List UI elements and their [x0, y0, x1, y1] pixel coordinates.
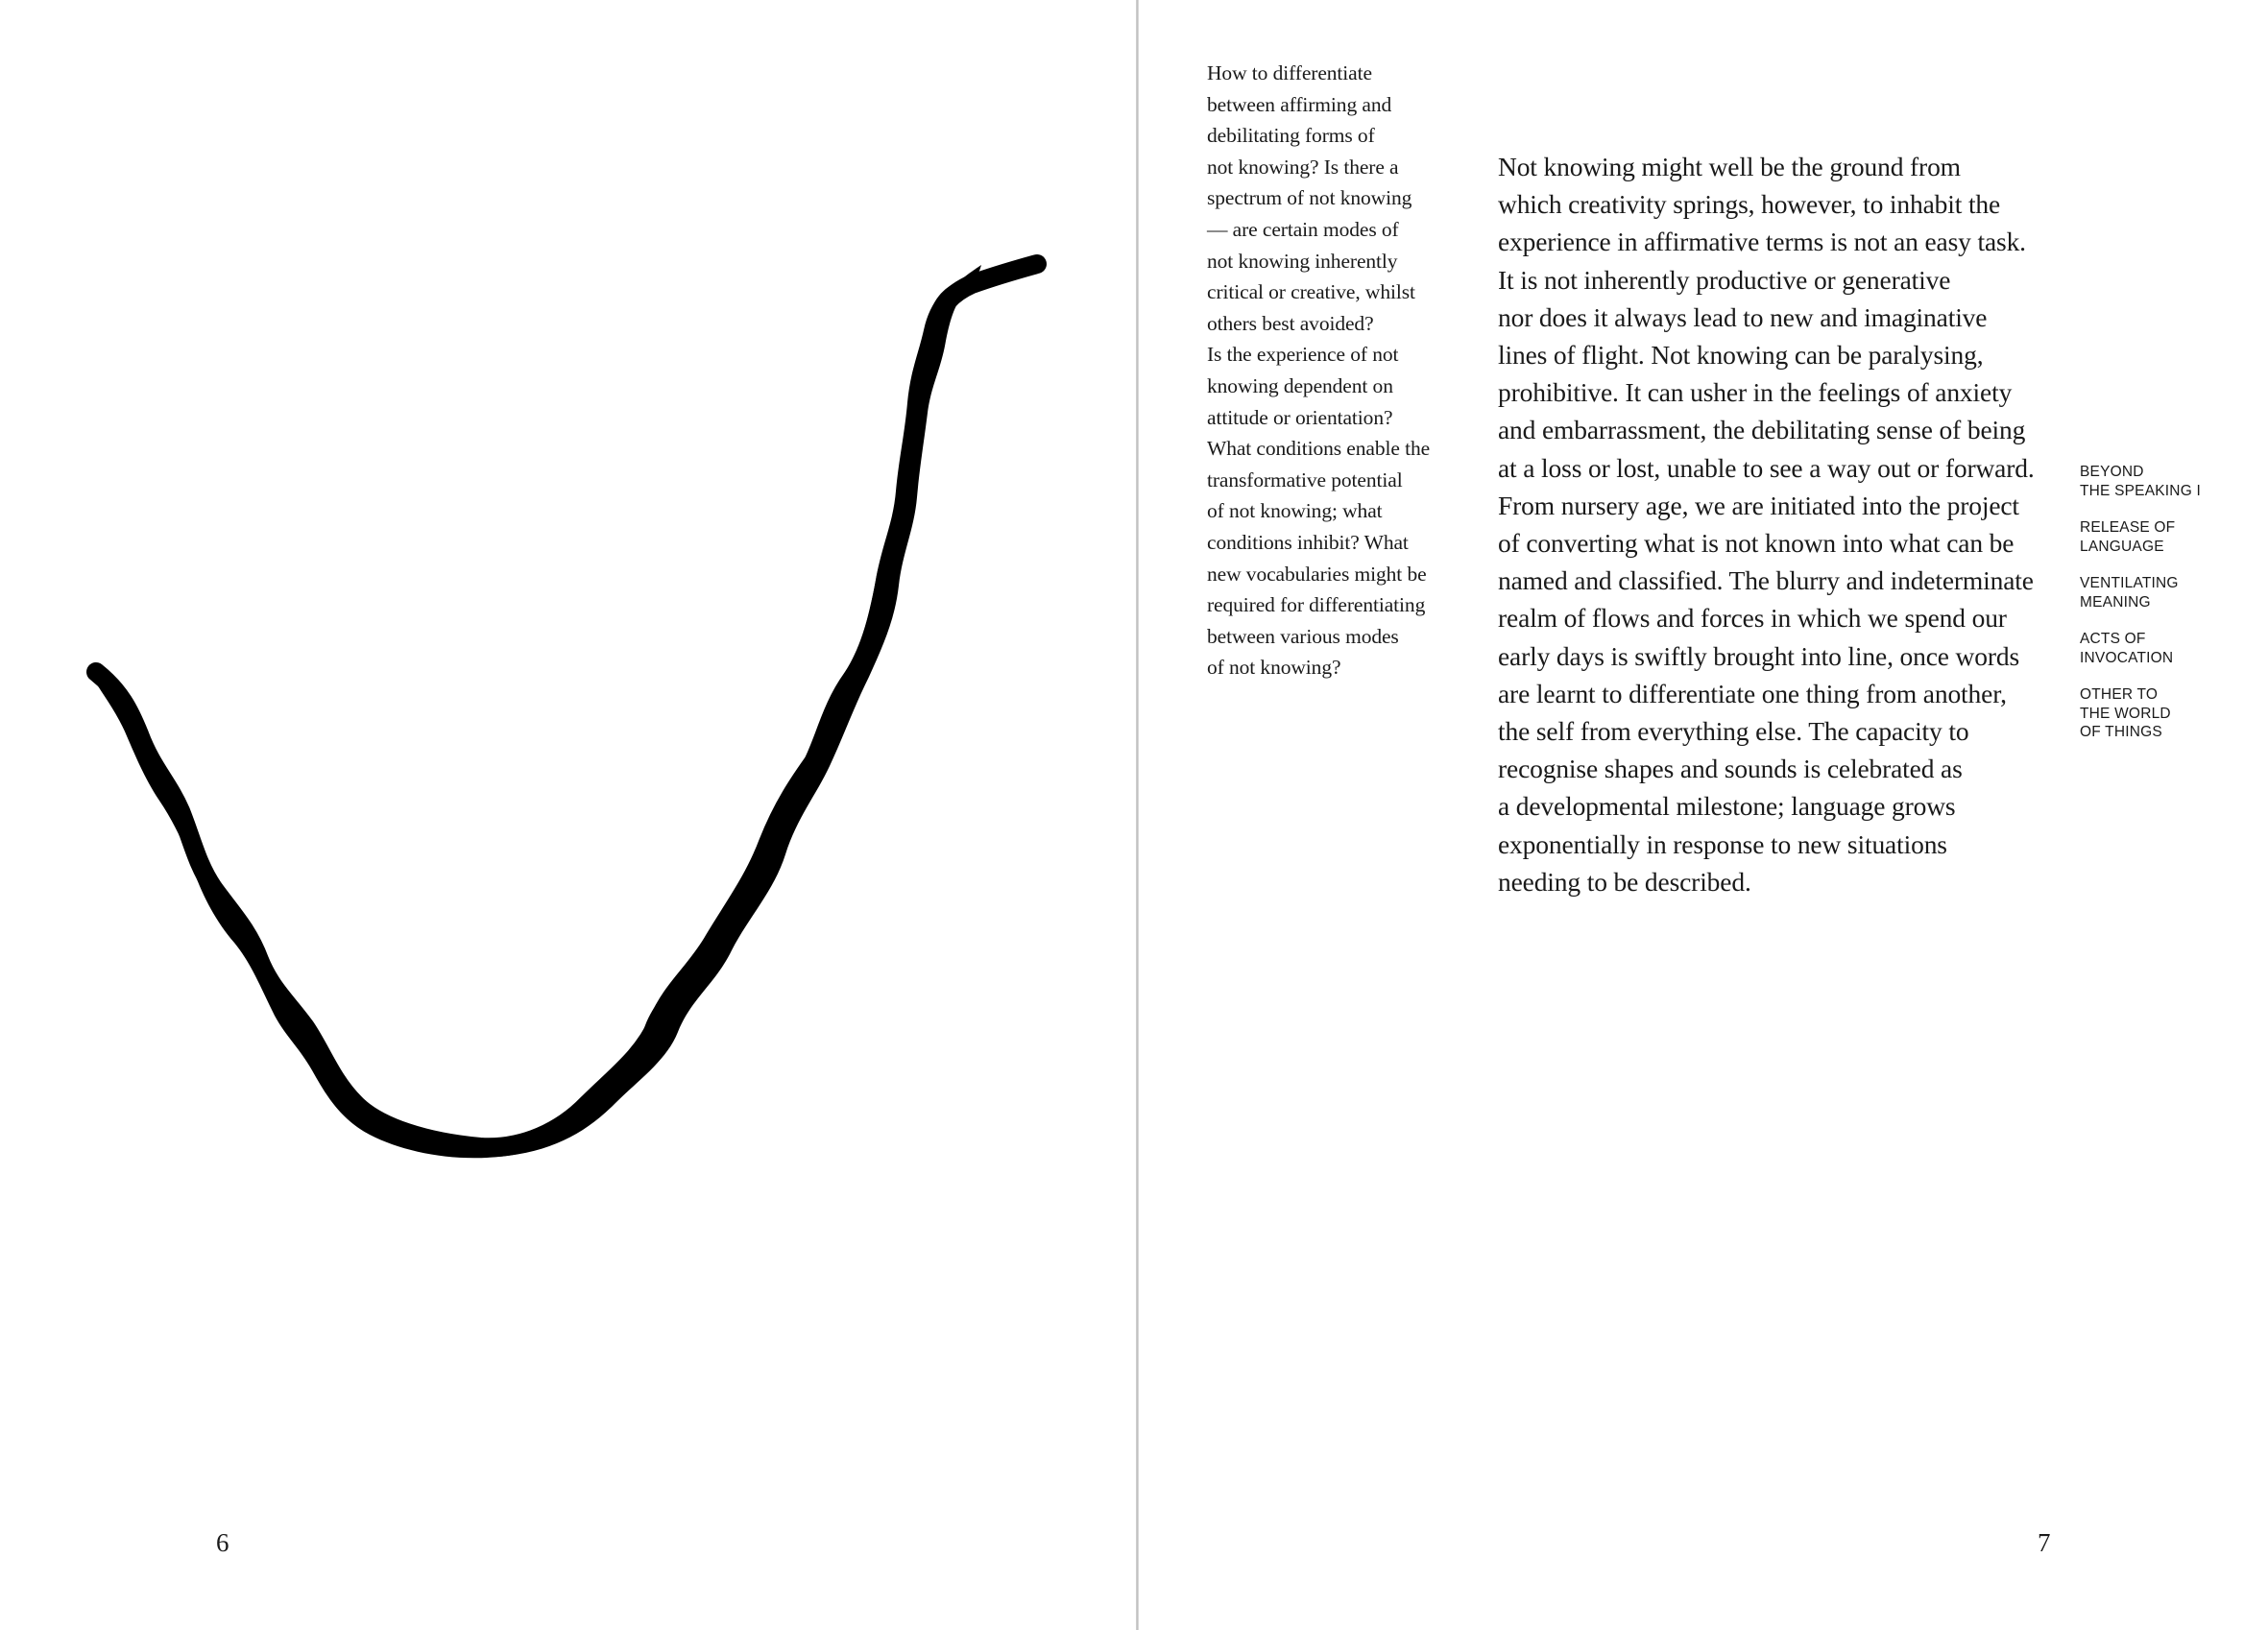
section-index-item: [2080, 685, 2253, 742]
body-line: realm of flows and forces in which we spend our: [1498, 603, 2007, 634]
question-line: — are certain modes of: [1207, 217, 1399, 241]
section-index-line: OF THINGS: [2080, 724, 2162, 740]
brush-stroke-core: [96, 264, 1037, 1147]
question-line: knowing dependent on: [1207, 373, 1393, 397]
section-index-line: VENTILATING: [2080, 575, 2179, 591]
body-text: [1498, 148, 2074, 900]
section-index-line: ACTS OF: [2080, 631, 2146, 647]
section-index-line: LANGUAGE: [2080, 538, 2164, 555]
section-index-item: [2080, 518, 2253, 556]
page-number-left: 6: [216, 1528, 229, 1557]
question-line: new vocabularies might be: [1207, 562, 1427, 586]
section-index-line: RELEASE OF: [2080, 519, 2176, 536]
section-index-line: MEANING: [2080, 593, 2151, 611]
body-line: Not knowing might well be the ground from: [1498, 152, 1961, 181]
body-line: lines of flight. Not knowing can be paralysing,: [1498, 340, 1984, 371]
question-line: others best avoided?: [1207, 311, 1374, 335]
question-line: between affirming and: [1207, 92, 1392, 116]
question-line: of not knowing?: [1207, 656, 1341, 680]
question-line: What conditions enable the: [1207, 437, 1431, 461]
question-line: conditions inhibit? What: [1207, 530, 1409, 554]
question-line: critical or creative, whilst: [1207, 280, 1415, 304]
body-line: early days is swiftly brought into line, once words: [1498, 640, 2020, 671]
body-line: prohibitive. It can usher in the feelings of anxiety: [1498, 377, 2013, 408]
body-line: named and classified. The blurry and indeterminate: [1498, 565, 2034, 596]
question-line: How to differentiate: [1207, 61, 1372, 84]
body-line: are learnt to differentiate one thing from another,: [1498, 678, 2007, 708]
question-line: spectrum of not knowing: [1207, 186, 1412, 210]
question-line: Is the experience of not: [1207, 343, 1399, 367]
question-line: required for differentiating: [1207, 593, 1426, 617]
body-line: recognise shapes and sounds is celebrated as: [1498, 754, 1963, 784]
brush-stroke-path: [94, 265, 981, 1158]
question-line: attitude or orientation?: [1207, 405, 1393, 429]
question-line: between various modes: [1207, 624, 1399, 648]
question-line: debilitating forms of: [1207, 124, 1375, 148]
question-line: transformative potential: [1207, 467, 1403, 491]
body-line: at a loss or lost, unable to see a way out or forward.: [1498, 452, 2035, 483]
body-line: which creativity springs, however, to inhabit the: [1498, 189, 2001, 220]
section-index-line: THE WORLD: [2080, 705, 2171, 722]
section-index-line: OTHER TO: [2080, 686, 2159, 703]
section-index-line: INVOCATION: [2080, 649, 2174, 666]
body-line: nor does it always lead to new and imaginative: [1498, 301, 1988, 332]
section-index-item: [2080, 574, 2253, 611]
body-line: needing to be described.: [1498, 866, 1751, 897]
section-index-line: BEYOND: [2080, 464, 2144, 480]
body-line: a developmental milestone; language grows: [1498, 791, 1956, 822]
section-index: [2080, 463, 2253, 760]
question-line: not knowing inherently: [1207, 249, 1398, 273]
section-index-item: [2080, 630, 2253, 667]
question-line: of not knowing; what: [1207, 499, 1383, 523]
body-line: exponentially in response to new situations: [1498, 828, 1947, 859]
body-line: From nursery age, we are initiated into the project: [1498, 490, 2019, 520]
section-index-line: THE SPEAKING I: [2080, 482, 2201, 499]
body-line: It is not inherently productive or generative: [1498, 264, 1951, 295]
section-index-item: [2080, 463, 2253, 500]
body-line: of converting what is not known into what can be: [1498, 528, 2015, 559]
body-line: and embarrassment, the debilitating sense of being: [1498, 415, 2026, 445]
sidebar-questions: [1207, 58, 1476, 683]
question-line: not knowing? Is there a: [1207, 155, 1399, 179]
body-line: experience in affirmative terms is not an easy task.: [1498, 227, 2026, 257]
page-number-right: 7: [2038, 1528, 2051, 1557]
body-line: the self from everything else. The capacity to: [1498, 716, 1969, 747]
